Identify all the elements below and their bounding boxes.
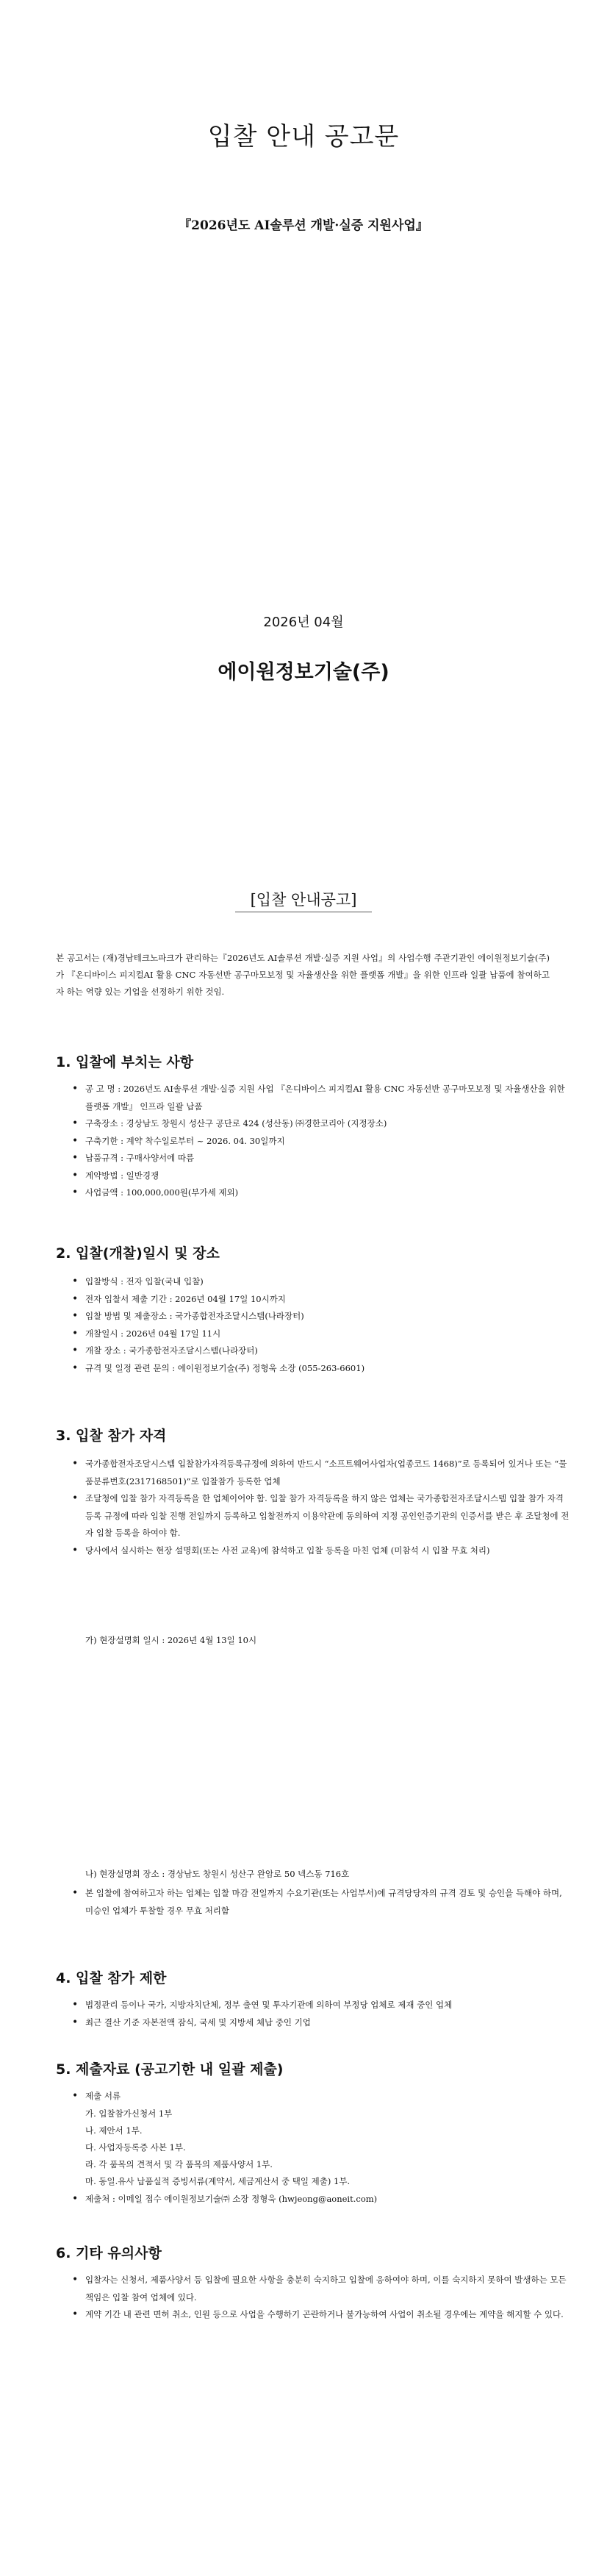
- list-item: • 개찰일시 : 2026년 04월 17일 11시: [85, 1325, 570, 1343]
- section-5-list: [72, 2088, 570, 2105]
- document-item: 가. 입찰참가신청서 1부: [85, 2108, 173, 2119]
- notice-heading: [입찰 안내공고]: [250, 891, 357, 909]
- list-item: • 제출 서류: [85, 2088, 570, 2105]
- cover-date: 2026년 04월: [263, 615, 344, 630]
- list-item: • 전자 입찰서 제출 기간 : 2026년 04월 17일 10시까지: [85, 1291, 570, 1309]
- cover-subtitle: 『2026년도 AI솔루션 개발·실증 지원사업』: [179, 218, 428, 233]
- section-5-title: 5. 제출자료 (공고기한 내 일괄 제출): [56, 2061, 284, 2078]
- notice-intro: 본 공고서는 (재)경남테크노파크가 관리하는『2026년도 AI솔루션 개발·실증 지원 사업』의 사업수행 주관기관인 에이원정보기술(주)가 『온디바이스 피지컬AI 활용 CNC 자동선반 공구마모보정 및 자율생산을 위한 플랫폼 개발』을 위한 인프라 일괄 납품에 참여하고자 하는 역량 있는 기업을 선정하기 위한 것임.: [56, 953, 550, 997]
- section-3-list: [72, 1456, 570, 1559]
- cover-title: 입찰 안내 공고문: [207, 122, 400, 151]
- list-item: • 국가종합전자조달시스템 입찰참가자격등록규정에 의하여 반드시 “소프트웨어사업자(업종코드 1468)”로 등록되어 있거나 또는 “물품분류번호(2317168501)”로 입찰참가 등록한 업체: [85, 1456, 570, 1490]
- document-item: 마. 동일.유사 납품실적 증빙서류(계약서, 세금계산서 중 택일 제출) 1부.: [85, 2176, 351, 2186]
- section-2-list: [72, 1273, 570, 1377]
- list-item: • 계약 기간 내 관련 면허 취소, 인원 등으로 사업을 수행하기 곤란하거나 불가능하여 사업이 취소될 경우에는 계약을 해지할 수 있다.: [85, 2306, 570, 2324]
- section-3-list-cont: [72, 1885, 570, 1920]
- document-item: 라. 각 품목의 견적서 및 각 품목의 제품사양서 1부.: [85, 2159, 273, 2169]
- cover-company: 에이원정보기술(주): [218, 661, 389, 684]
- list-item: • 공 고 명 : 2026년도 AI솔루션 개발·실증 지원 사업 『온디바이스 피지컬AI 활용 CNC 자동선반 공구마모보정 및 자율생산을 위한 플랫폼 개발』 인프라 일괄 납품: [85, 1081, 570, 1115]
- section-1-title: 1. 입찰에 부치는 사항: [56, 1054, 194, 1070]
- section-5-list-cont: [72, 2191, 570, 2208]
- list-item: • 개찰 장소 : 국가종합전자조달시스템(나라장터): [85, 1342, 570, 1360]
- list-item: • 계약방법 : 일반경쟁: [85, 1167, 570, 1185]
- list-item: • 규격 및 일정 관련 문의 : 에이원정보기술(주) 정형욱 소장 (055-263-6601): [85, 1360, 570, 1378]
- list-item: • 입찰자는 신청서, 제품사양서 등 입찰에 필요한 사항을 충분히 숙지하고 입찰에 응하여야 하며, 이를 숙지하지 못하여 발생하는 모든 책임은 입찰 참여 업체에 있다.: [85, 2272, 570, 2306]
- list-item: • 최근 결산 기준 자본전액 잠식, 국세 및 지방세 체납 중인 기업: [85, 2014, 570, 2032]
- list-item: • 납품규격 : 구매사양서에 따름: [85, 1150, 570, 1167]
- list-item: • 제출처 : 이메일 접수 에이원정보기술㈜ 소장 정형욱 (hwjeong@aoneit.com): [85, 2191, 570, 2208]
- document-item: 나. 제안서 1부.: [85, 2125, 143, 2136]
- section-4-list: [72, 1997, 570, 2031]
- section-4-title: 4. 입찰 참가 제한: [56, 1970, 167, 1986]
- section-6-title: 6. 기타 유의사항: [56, 2245, 162, 2261]
- section-1-list: [72, 1081, 570, 1202]
- required-documents: [85, 2105, 350, 2190]
- list-item: • 구축장소 : 경상남도 창원시 성산구 공단로 424 (성산동) ㈜경한코리아 (지정장소): [85, 1115, 570, 1133]
- list-item: • 당사에서 실시하는 현장 설명회(또는 사전 교육)에 참석하고 입찰 등록을 마친 업체 (미참석 시 입찰 무효 처리): [85, 1542, 570, 1560]
- list-item: • 본 입찰에 참여하고자 하는 업체는 입찰 마감 전일까지 수요기관(또는 사업부서)에 규격당당자의 규격 검토 및 승인을 득해야 하며, 미승인 업체가 투찰할 경우 무효 처리함: [85, 1885, 570, 1920]
- site-briefing-date: 가) 현장설명회 일시 : 2026년 4월 13일 10시: [85, 1635, 257, 1645]
- section-3-title: 3. 입찰 참가 자격: [56, 1428, 167, 1444]
- list-item: • 입찰 방법 및 제출장소 : 국가종합전자조달시스템(나라장터): [85, 1308, 570, 1325]
- section-6-list: [72, 2272, 570, 2324]
- list-item: • 조달청에 입찰 참가 자격등록을 한 업체이어야 함. 입찰 참가 자격등록을 하지 않은 업체는 국가종합전자조달시스템 입찰 참가 자격 등록 규정에 따라 입찰 진행 전일까지 등록하고 입찰전까지 이용약관에 동의하여 지정 공인인증기관의 인증서를 받은 후 조달청에 전자 입찰 등록을 하여야 함.: [85, 1490, 570, 1542]
- site-briefing-place: 나) 현장설명회 장소 : 경상남도 창원시 성산구 완암로 50 넥스동 716호: [85, 1869, 350, 1879]
- section-2-title: 2. 입찰(개찰)일시 및 장소: [56, 1245, 220, 1262]
- list-item: • 입찰방식 : 전자 입찰(국내 입찰): [85, 1273, 570, 1291]
- document-item: 다. 사업자등록증 사본 1부.: [85, 2142, 186, 2153]
- list-item: • 구축기한 : 계약 착수일로부터 ~ 2026. 04. 30일까지: [85, 1133, 570, 1151]
- list-item: • 법정관리 등이나 국가, 지방자치단체, 정부 출연 및 투자기관에 의하여 부정당 업체로 제재 중인 업체: [85, 1997, 570, 2014]
- list-item: • 사업금액 : 100,000,000원(부가세 제외): [85, 1184, 570, 1202]
